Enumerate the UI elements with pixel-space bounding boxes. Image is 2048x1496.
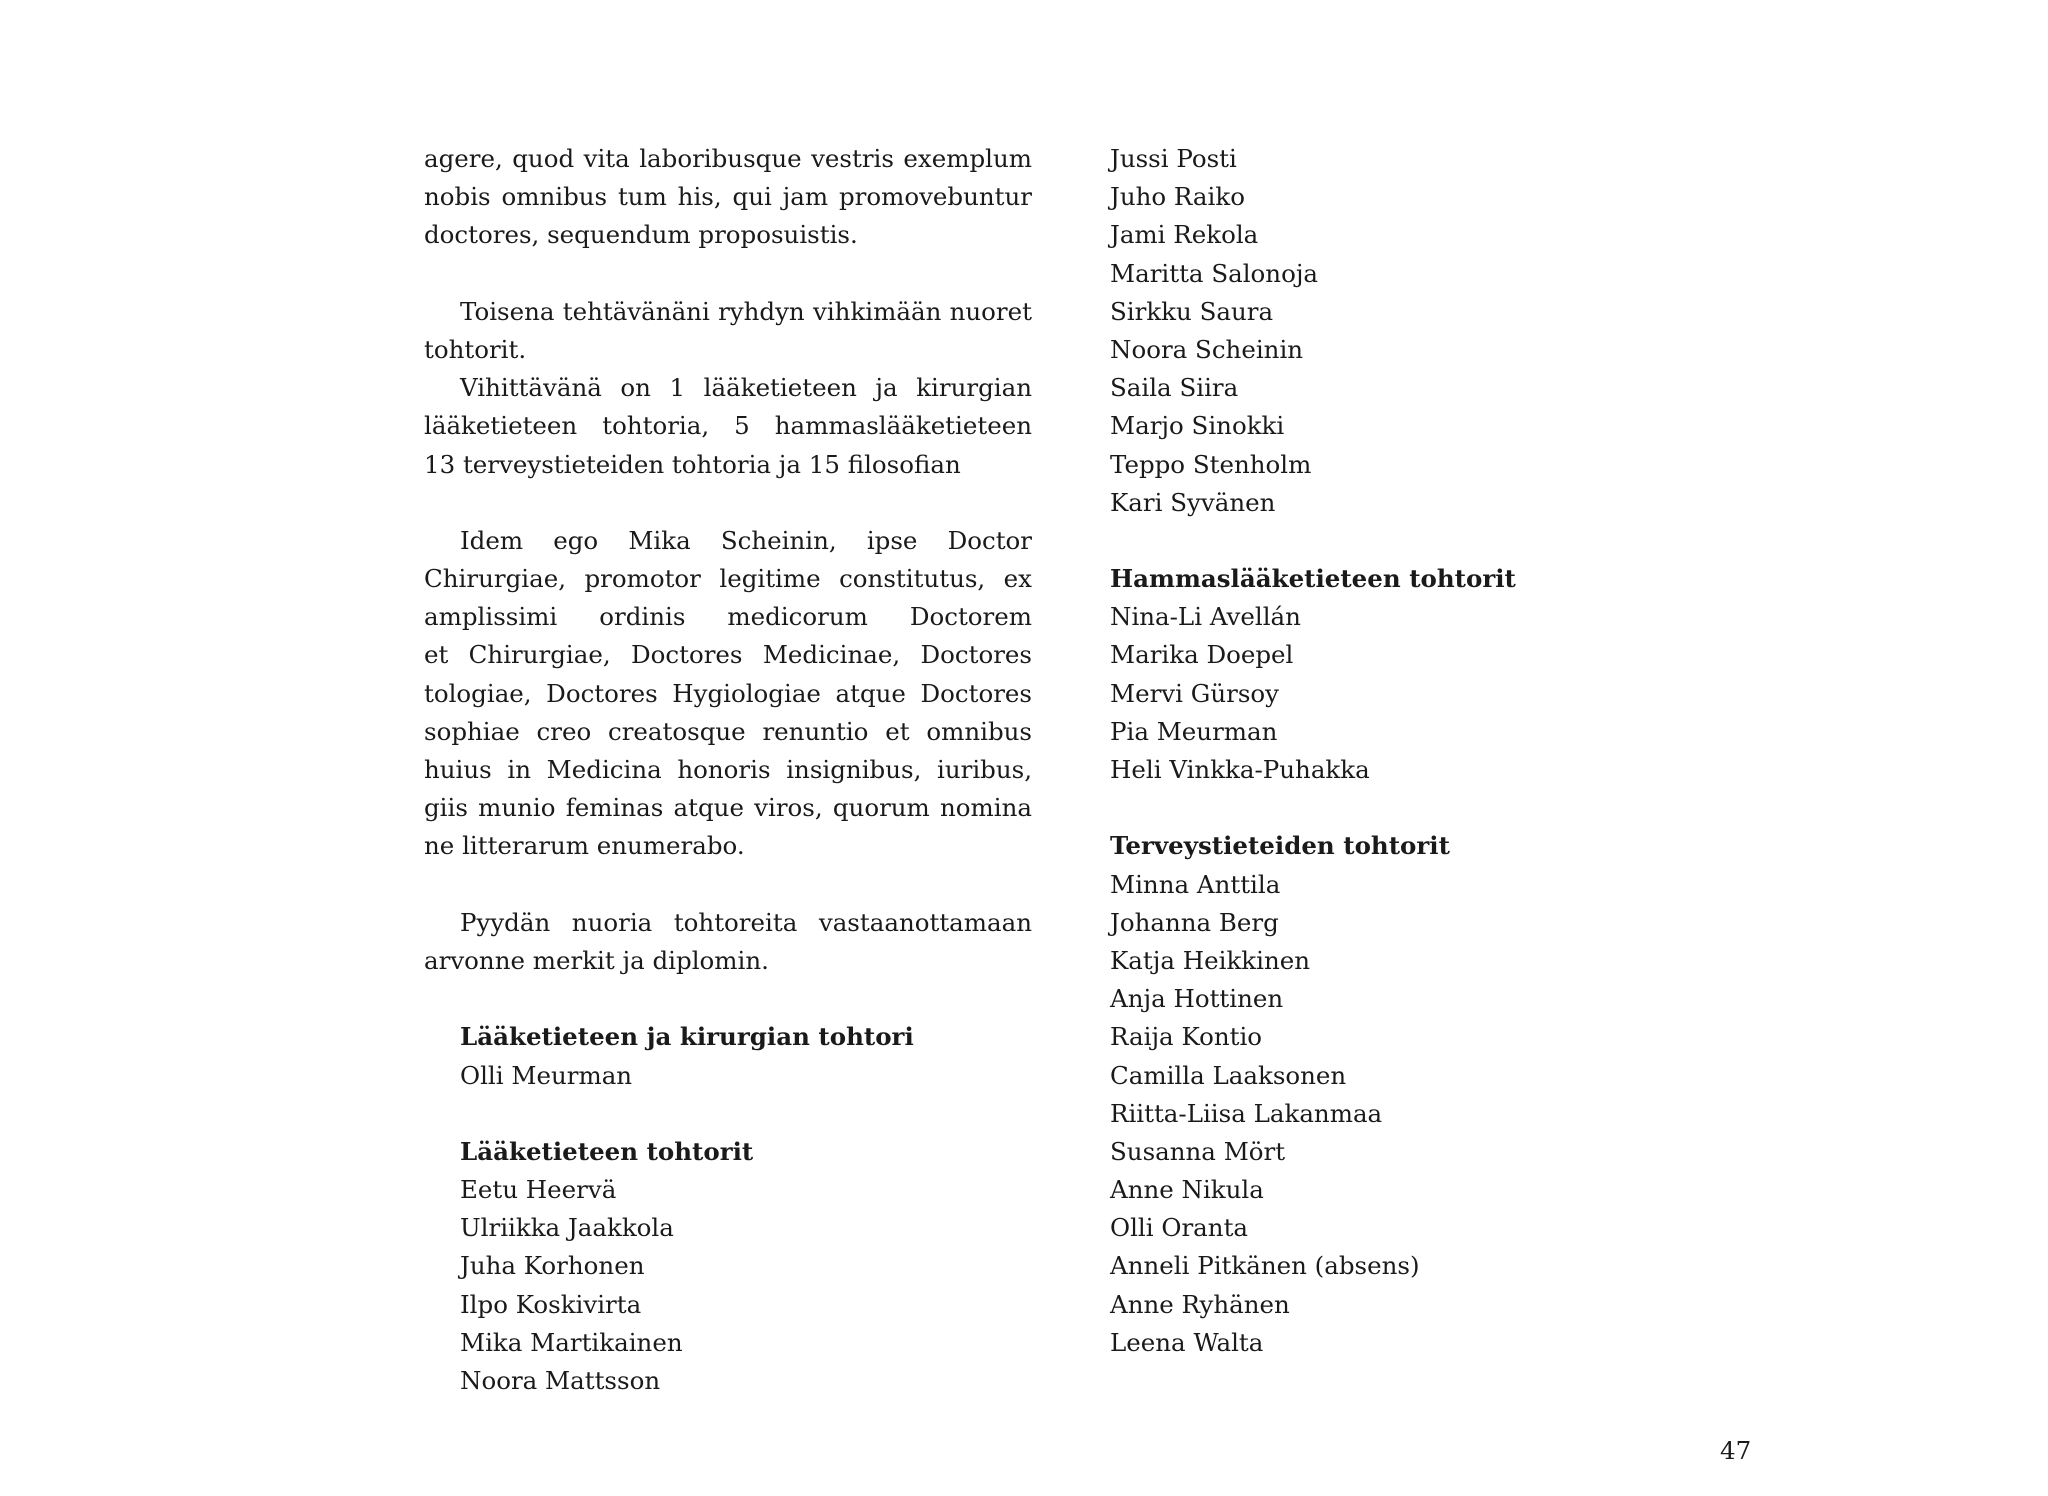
paragraph-conferment-count — [424, 369, 1032, 484]
text-line: agere, quod vita laboribusque vestris exemplum — [424, 144, 1032, 173]
paragraph-gap — [424, 980, 1032, 1018]
list-item: Johanna Berg — [1110, 907, 1279, 937]
text-line: Pyydän nuoria tohtoreita vastaanottamaan — [460, 907, 1032, 937]
right-column — [1110, 140, 1610, 1362]
page-number: 47 — [1720, 1436, 1752, 1465]
list-item: Minna Anttila — [1110, 869, 1281, 899]
text-line: giis munio feminas atque viros, quorum nomina — [424, 793, 1032, 823]
list-item: Saila Siira — [1110, 373, 1239, 403]
text-line: amplissimi ordinis medicorum Doctorem — [424, 602, 1032, 632]
list-item: Anneli Pitkänen (absens) — [1110, 1251, 1420, 1281]
paragraph-gap — [424, 484, 1032, 522]
list-item: Juha Korhonen — [460, 1251, 645, 1281]
list-item: Ilpo Koskivirta — [460, 1289, 642, 1319]
paragraph-gap — [1110, 789, 1610, 827]
paragraph-gap — [424, 866, 1032, 904]
section-md-surgery — [424, 1018, 1032, 1094]
text-line: 13 terveystieteiden tohtoria ja 15 filosofian — [424, 449, 961, 479]
list-item: Nina-Li Avellán — [1110, 602, 1301, 632]
list-item: Pia Meurman — [1110, 716, 1278, 746]
paragraph-latin-intro — [424, 140, 1032, 255]
list-item: Mervi Gürsoy — [1110, 678, 1279, 708]
list-item: Olli Meurman — [460, 1060, 633, 1090]
section-health-sciences — [1110, 827, 1610, 1362]
paragraph-gap — [424, 1095, 1032, 1133]
list-item: Susanna Mört — [1110, 1136, 1286, 1166]
text-line: huius in Medicina honoris insignibus, iuribus, — [424, 755, 1032, 784]
list-item: Marika Doepel — [1110, 640, 1294, 670]
list-item: Eetu Heervä — [460, 1175, 617, 1205]
paragraph-latin-proclamation — [424, 522, 1032, 866]
text-line: nobis omnibus tum his, qui jam promovebuntur — [424, 182, 1032, 212]
paragraph-request — [424, 904, 1032, 980]
text-line: et Chirurgiae, Doctores Medicinae, Doctores — [424, 640, 1032, 670]
section-md-continued — [1110, 140, 1610, 522]
list-item: Katja Heikkinen — [1110, 945, 1311, 975]
paragraph-gap — [1110, 522, 1610, 560]
list-item: Olli Oranta — [1110, 1213, 1249, 1243]
list-item: Camilla Laaksonen — [1110, 1060, 1347, 1090]
text-line: Toisena tehtävänäni ryhdyn vihkimään nuoret — [460, 296, 1032, 326]
list-item: Noora Scheinin — [1110, 334, 1304, 364]
section-md — [424, 1133, 1032, 1400]
list-item: Heli Vinkka-Puhakka — [1110, 755, 1370, 784]
list-item: Juho Raiko — [1110, 182, 1245, 212]
list-item: Mika Martikainen — [460, 1327, 683, 1357]
section-heading: Lääketieteen ja kirurgian tohtori — [460, 1022, 914, 1052]
section-dentistry — [1110, 560, 1610, 789]
list-item: Jami Rekola — [1110, 220, 1259, 250]
list-item: Maritta Salonoja — [1110, 258, 1319, 288]
list-item: Riitta-Liisa Lakanmaa — [1110, 1098, 1383, 1128]
left-column — [424, 140, 1032, 1400]
text-line: sophiae creo creatosque renuntio et omnibus — [424, 716, 1032, 746]
section-heading: Terveystieteiden tohtorit — [1110, 831, 1450, 861]
list-item: Anja Hottinen — [1110, 984, 1284, 1014]
text-line: tohtorit. — [424, 334, 527, 364]
text-line: lääketieteen tohtoria, 5 hammaslääketieteen — [424, 411, 1032, 441]
text-line: ne litterarum enumerabo. — [424, 831, 745, 861]
section-heading: Hammaslääketieteen tohtorit — [1110, 564, 1516, 594]
paragraph-second-task — [424, 293, 1032, 369]
list-item: Jussi Posti — [1110, 144, 1237, 173]
text-line: arvonne merkit ja diplomin. — [424, 945, 769, 975]
list-item: Ulriikka Jaakkola — [460, 1213, 674, 1243]
text-line: Chirurgiae, promotor legitime constitutus, ex — [424, 564, 1032, 594]
list-item: Raija Kontio — [1110, 1022, 1263, 1052]
text-line: Idem ego Mika Scheinin, ipse Doctor — [460, 525, 1032, 555]
text-line: doctores, sequendum proposuistis. — [424, 220, 858, 250]
list-item: Anne Ryhänen — [1110, 1289, 1290, 1319]
section-heading: Lääketieteen tohtorit — [460, 1136, 754, 1166]
paragraph-gap — [424, 255, 1032, 293]
list-item: Marjo Sinokki — [1110, 411, 1285, 441]
list-item: Noora Mattsson — [460, 1366, 661, 1395]
list-item: Kari Syvänen — [1110, 487, 1276, 517]
text-line: Vihittävänä on 1 lääketieteen ja kirurgian — [460, 373, 1032, 403]
list-item: Anne Nikula — [1110, 1175, 1264, 1205]
text-line: tologiae, Doctores Hygiologiae atque Doctores — [424, 678, 1032, 708]
list-item: Leena Walta — [1110, 1327, 1264, 1357]
list-item: Sirkku Saura — [1110, 296, 1274, 326]
list-item: Teppo Stenholm — [1110, 449, 1312, 479]
